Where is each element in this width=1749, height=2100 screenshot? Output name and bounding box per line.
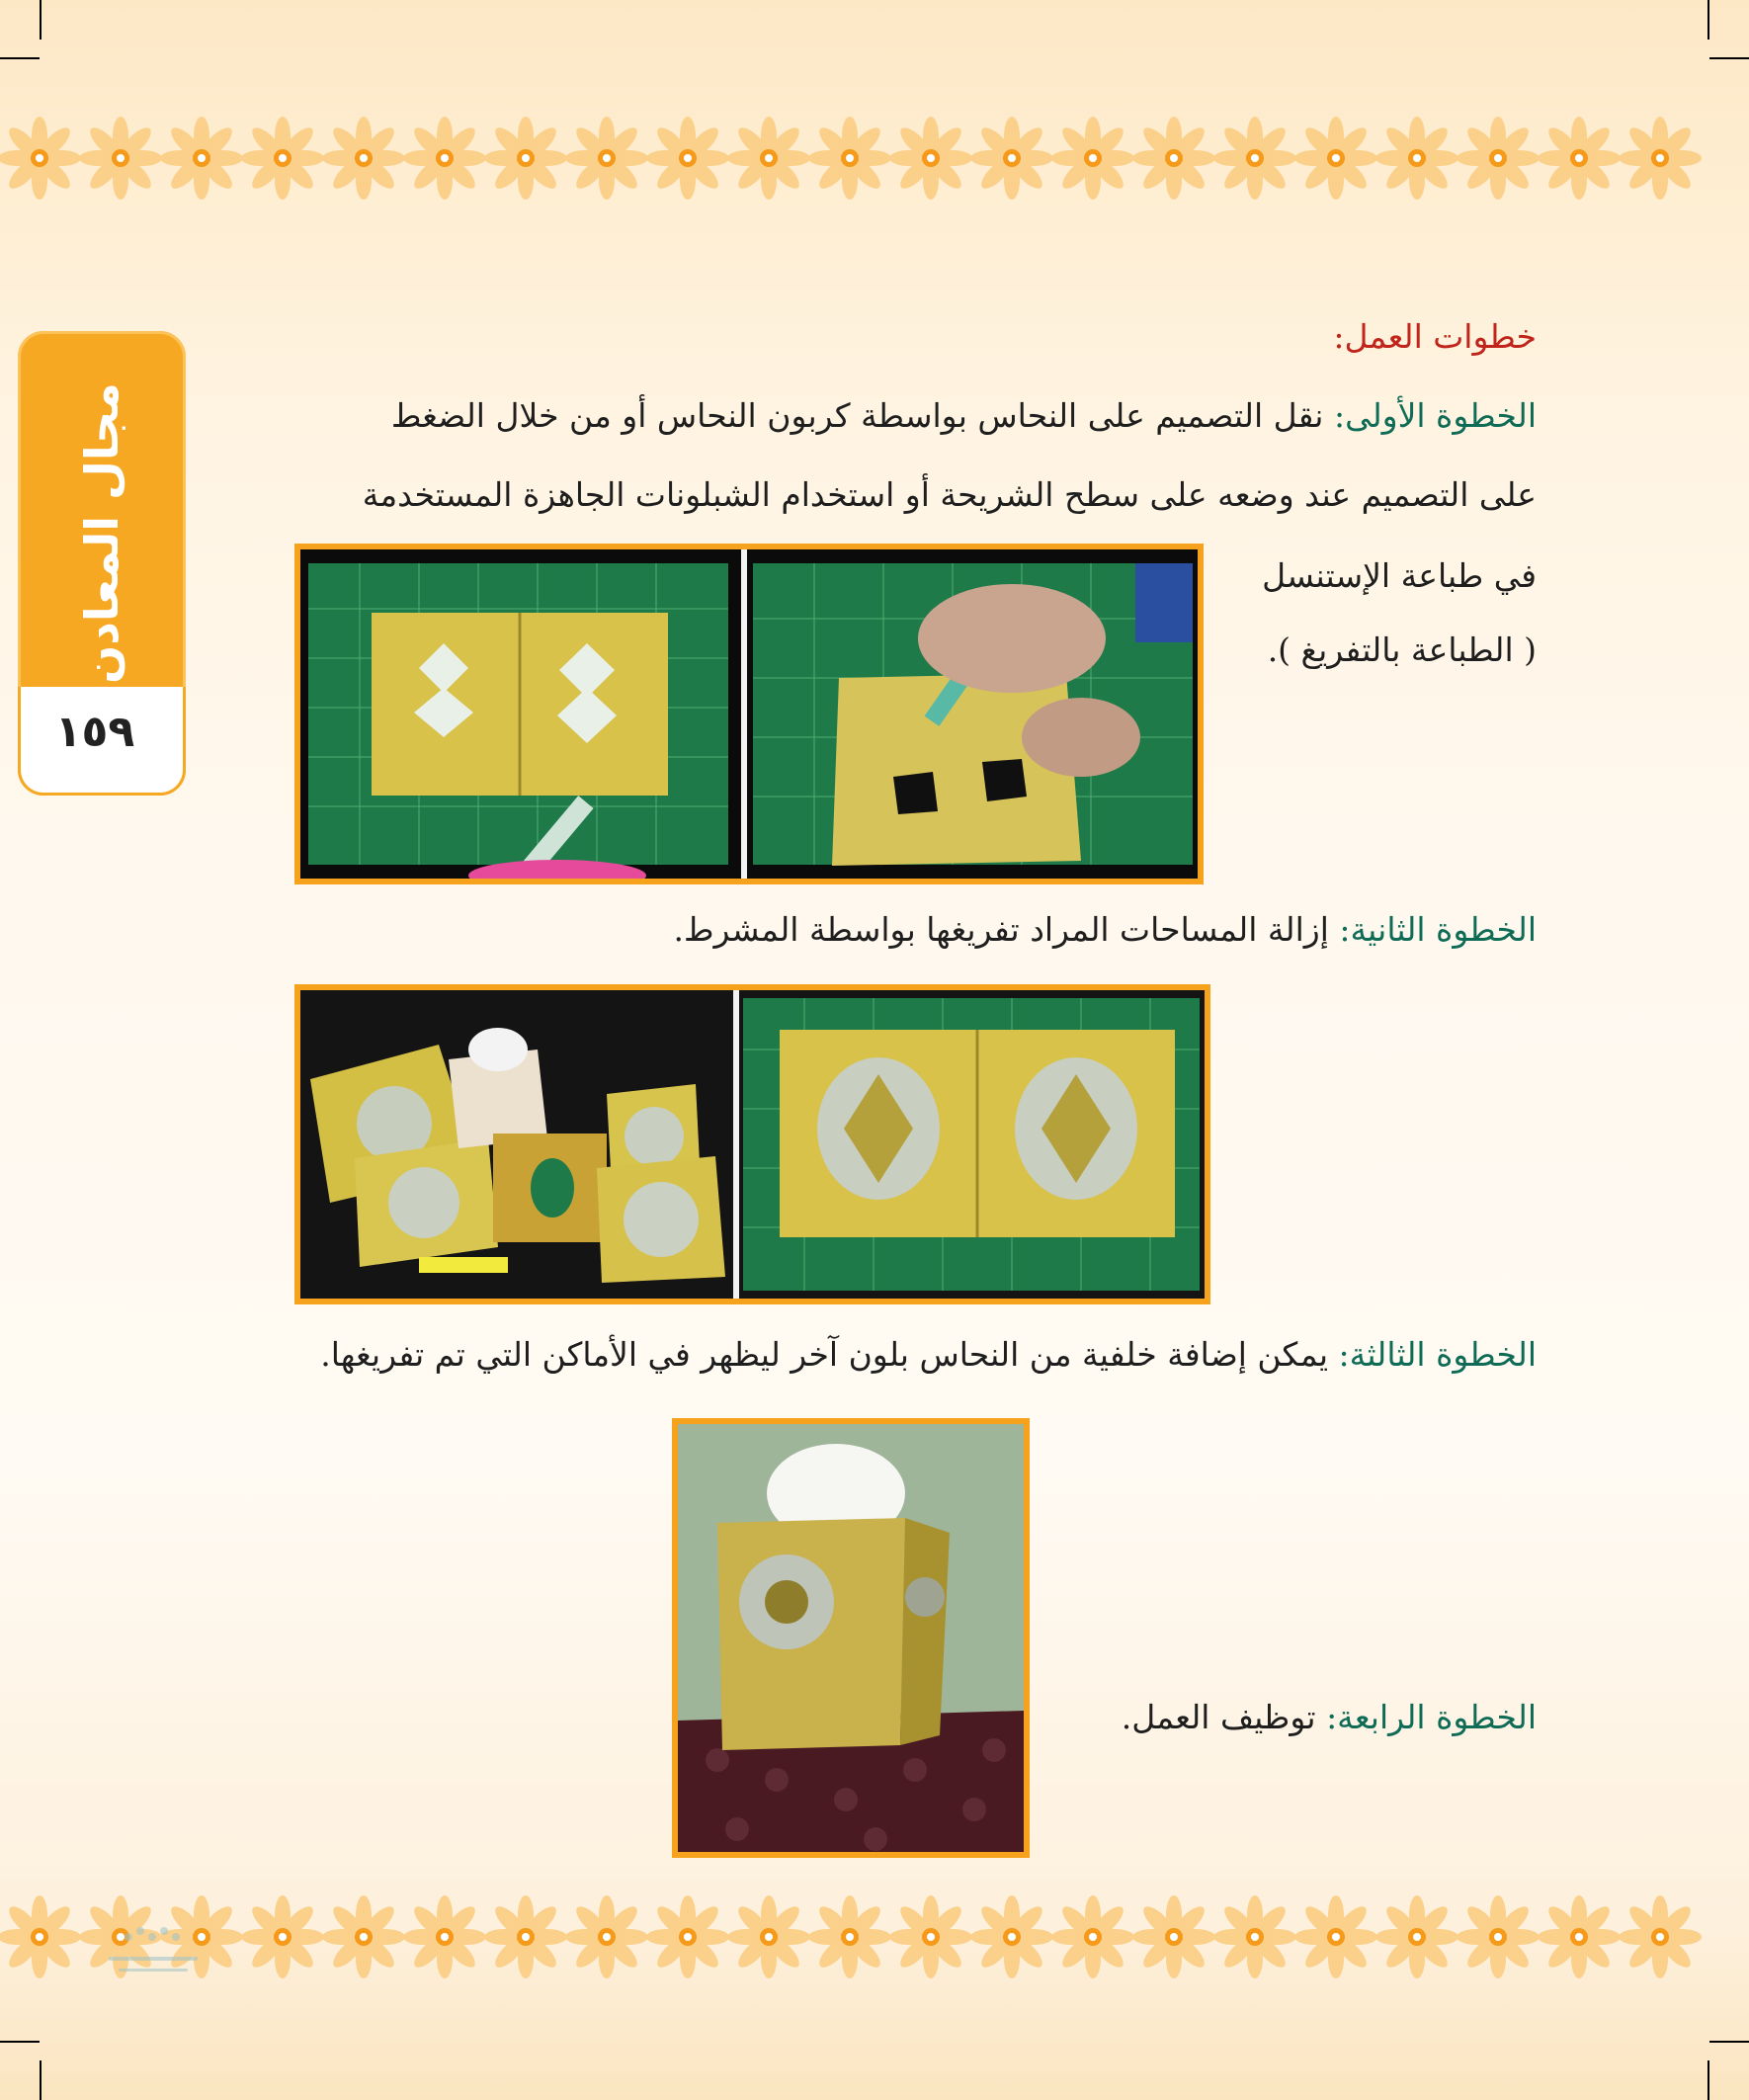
step4-line <box>1122 1695 1537 1740</box>
crop-mark <box>40 0 42 40</box>
bottom-flower-border <box>0 1892 1749 1981</box>
step1-line2: على التصميم عند وضعه على سطح الشريحة أو استخدام الشبلونات الجاهزة المستخدمة <box>362 475 1537 514</box>
step1-line3: في طباعة الإستنسل <box>1262 556 1537 595</box>
top-flower-border <box>0 114 1749 203</box>
step2-label: الخطوة الثانية: <box>1339 910 1537 949</box>
crop-mark <box>40 2060 42 2100</box>
step1-text: نقل التصميم على النحاس بواسطة كربون النحاس أو من خلال الضغط <box>390 396 1334 435</box>
step4-photo <box>672 1418 1030 1858</box>
chapter-side-tab <box>18 331 186 796</box>
page-number: ١٥٩ <box>54 707 135 757</box>
step1-photo <box>294 544 1204 884</box>
crop-mark <box>0 2041 40 2043</box>
step1-line4: ( الطباعة بالتفريغ ). <box>1267 630 1537 669</box>
crop-mark <box>1707 2060 1709 2100</box>
step4-label: الخطوة الرابعة: <box>1326 1698 1537 1736</box>
step1-line1 <box>212 393 1537 439</box>
step2-text: إزالة المساحات المراد تفريغها بواسطة المشرط. <box>673 910 1340 949</box>
step3-line <box>320 1332 1537 1378</box>
step3-text: يمكن إضافة خلفية من النحاس بلون آخر ليظهر في الأماكن التي تم تفريغها. <box>320 1335 1339 1374</box>
crop-mark <box>1709 57 1749 59</box>
chapter-title: مجال المعادن <box>75 382 128 685</box>
crop-mark <box>1709 2041 1749 2043</box>
step3-label: الخطوة الثالثة: <box>1338 1335 1537 1374</box>
step2-line <box>674 907 1538 953</box>
page-number-box <box>18 687 186 796</box>
crop-mark <box>1707 0 1709 40</box>
crop-mark <box>0 57 40 59</box>
step2-photo <box>294 984 1210 1304</box>
section-heading: خطوات العمل: <box>1333 317 1537 356</box>
step4-text: توظيف العمل. <box>1121 1698 1327 1736</box>
step1-label: الخطوة الأولى: <box>1333 396 1537 435</box>
ministry-logo-icon <box>89 1917 217 1996</box>
